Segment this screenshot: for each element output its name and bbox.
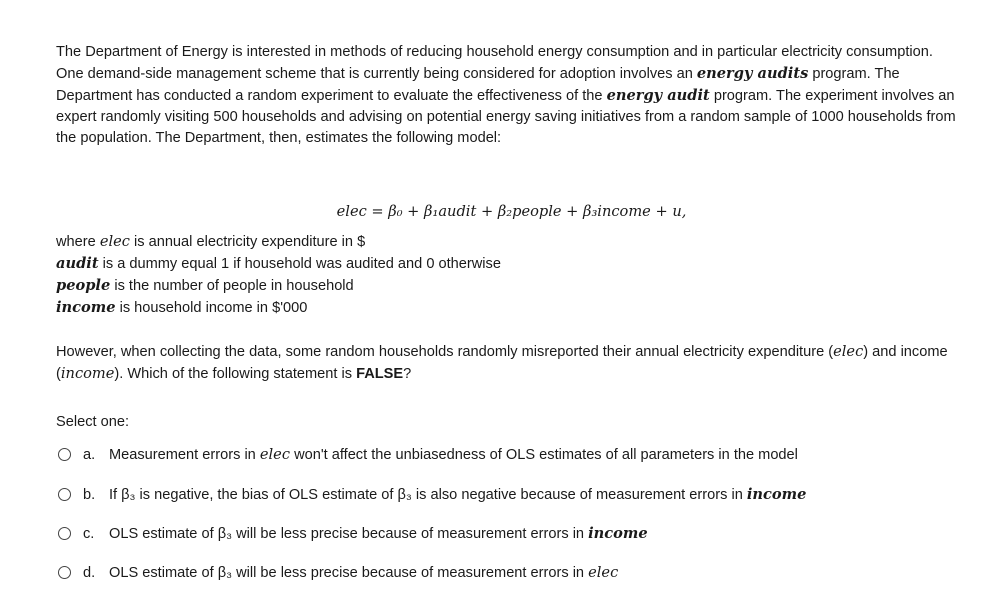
- radio-icon[interactable]: [58, 488, 71, 501]
- option-b[interactable]: [58, 486, 806, 503]
- option-a[interactable]: [58, 446, 798, 463]
- option-text: OLS estimate of β₃ will be less precise because of measurement errors in: [109, 564, 585, 581]
- definition-var: elec: [99, 233, 130, 250]
- option-text-post: won't affect the unbiasedness of OLS estimates of all parameters in the model: [294, 446, 798, 463]
- option-var: elec: [259, 446, 290, 463]
- option-letter: b.: [83, 486, 96, 503]
- definition-text: is household income in $'000: [115, 300, 308, 316]
- option-d[interactable]: [58, 564, 618, 581]
- prompt-text-2: ) and income (: [56, 344, 948, 382]
- definition-var: income: [56, 299, 116, 316]
- option-letter: a.: [83, 446, 96, 463]
- option-text: Measurement errors in: [109, 446, 256, 463]
- option-c[interactable]: [58, 525, 648, 542]
- prompt-bold-false: FALSE: [356, 366, 404, 382]
- definition-text: is the number of people in household: [110, 278, 354, 294]
- definition-var: people: [56, 277, 111, 294]
- prompt-var-elec: elec: [833, 343, 864, 360]
- intro-emphasis-2: energy audit: [606, 87, 710, 104]
- definition-audit: [56, 253, 501, 275]
- option-text: If β₃ is negative, the bias of OLS estimate of β₃ is also negative because of measurement errors in: [109, 486, 743, 503]
- select-one-label: Select one:: [56, 414, 130, 430]
- prompt-var-income: income: [60, 365, 115, 382]
- definition-text: is a dummy equal 1 if household was audited and 0 otherwise: [98, 256, 501, 272]
- option-text: OLS estimate of β₃ will be less precise because of measurement errors in: [109, 525, 585, 542]
- definition-people: [56, 275, 501, 297]
- radio-icon[interactable]: [58, 566, 71, 579]
- prompt-text-end: ?: [403, 366, 412, 382]
- intro-text-3: program. The experiment involves an expert randomly visiting 500 households and advising on potential energy saving initiatives from a random sample of 1000 households from the population. The Department, then, estimates the following model:: [56, 88, 956, 146]
- model-equation: elec = β₀ + β₁audit + β₂people + β₃income + u,: [336, 203, 687, 220]
- prompt-text-3: ). Which of the following statement is: [114, 366, 357, 382]
- question-prompt: [56, 341, 956, 385]
- intro-emphasis-1: energy audits: [696, 65, 809, 82]
- option-letter: c.: [83, 525, 95, 542]
- radio-icon[interactable]: [58, 527, 71, 540]
- definition-var: audit: [56, 255, 99, 272]
- option-letter: d.: [83, 564, 96, 581]
- radio-icon[interactable]: [58, 448, 71, 461]
- definition-elec: [56, 231, 501, 253]
- variable-definitions: [56, 231, 501, 319]
- option-var: elec: [588, 564, 619, 581]
- intro-text-2: program. The Department has conducted a random experiment to evaluate the effectiveness of the: [56, 66, 900, 104]
- prompt-text-1: However, when collecting the data, some random households randomly misreported their annual electricity expenditure (: [56, 344, 834, 360]
- definition-prefix: where: [56, 234, 100, 250]
- option-var: income: [588, 525, 648, 542]
- option-var: income: [746, 486, 807, 503]
- question-intro: [56, 42, 956, 149]
- intro-text-1: The Department of Energy is interested in methods of reducing household energy consumption and in particular electricity consumption. One demand-side management scheme that is currently being considered for adoption involves an: [56, 44, 933, 82]
- definition-income: [56, 297, 501, 319]
- definition-text: is annual electricity expenditure in $: [129, 234, 366, 250]
